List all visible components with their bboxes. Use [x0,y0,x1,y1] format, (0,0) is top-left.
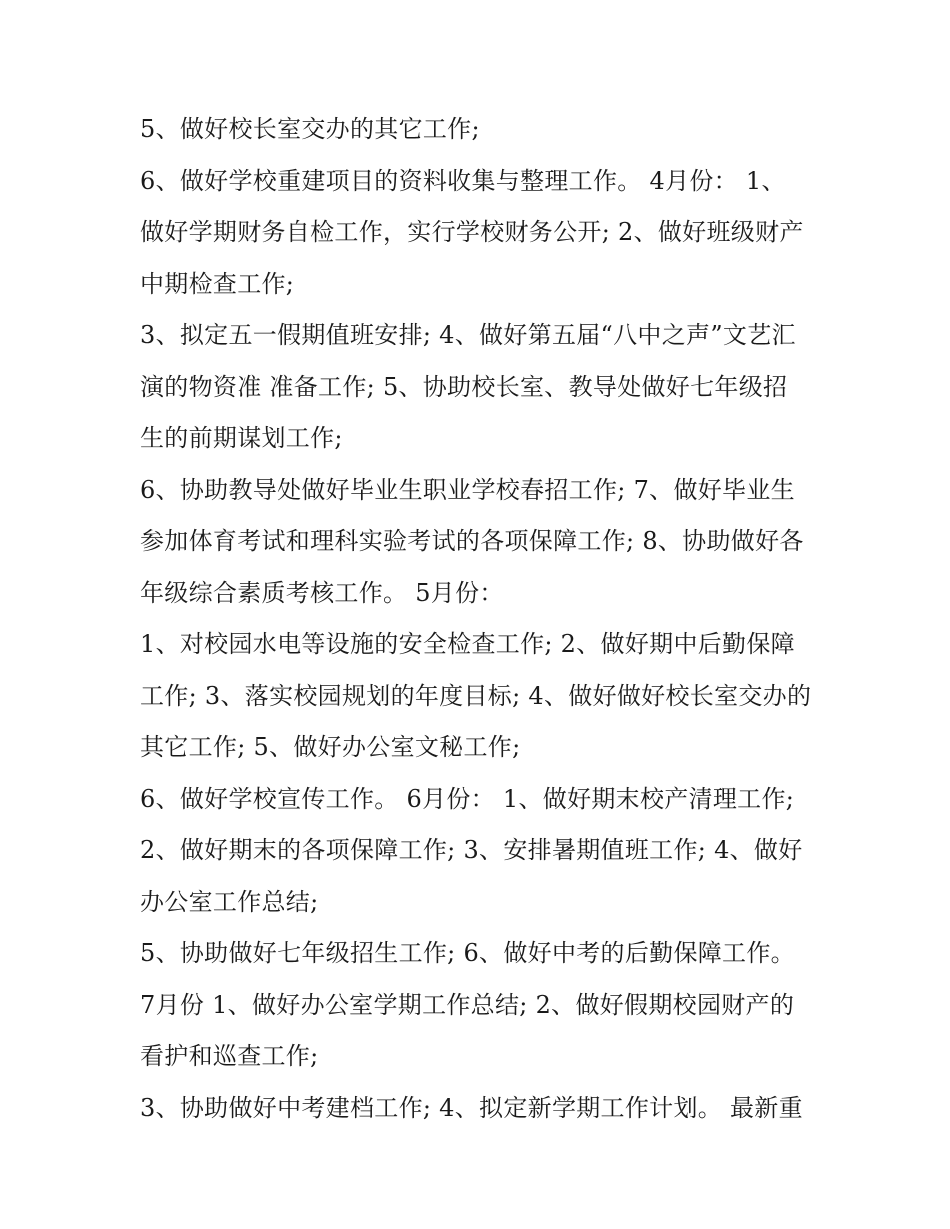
text-line: 5、做好校长室交办的其它工作; [140,115,480,143]
text-line: 3、协助做好中考建档工作; 4、拟定新学期工作计划。 最新重 [140,1093,803,1122]
text-line: 工作; 3、落实校园规划的年度目标; 4、做好做好校长室交办的 [140,681,812,710]
text-line: 7月份 1、做好办公室学期工作总结; 2、做好假期校园财产的 [140,990,795,1019]
document-body [140,104,820,1134]
text-line: 2、做好期末的各项保障工作; 3、安排暑期值班工作; 4、做好 [140,836,803,864]
text-line: 参加体育考试和理科实验考试的各项保障工作; 8、协助做好各 [140,527,804,555]
text-line: 中期检查工作; [140,269,295,298]
text-line: 看护和巡查工作; [140,1042,319,1070]
text-line: 1、对校园水电等设施的安全检查工作; 2、做好期中后勤保障 [140,630,795,658]
text-line: 3、拟定五一假期值班安排; 4、做好第五届“八中之声”文艺汇 [140,321,796,349]
text-line: 年级综合素质考核工作。 5月份： [140,578,504,607]
text-line: 6、做好学校重建项目的资料收集与整理工作。 4月份： 1、 [140,166,786,195]
text-line: 生的前期谋划工作; [140,424,343,452]
text-line: 6、协助教导处做好毕业生职业学校春招工作; 7、做好毕业生 [140,475,795,504]
text-line: 其它工作; 5、做好办公室文秘工作; [140,733,521,761]
text-line: 做好学期财务自检工作，实行学校财务公开; 2、做好班级财产 [140,218,804,246]
text-line: 6、做好学校宣传工作。 6月份： 1、做好期末校产清理工作; [140,784,795,813]
text-line: 演的物资准 准备工作; 5、协助校长室、教导处做好七年级招 [140,372,788,401]
text-line: 办公室工作总结; [140,887,319,916]
text-line: 5、协助做好七年级招生工作; 6、做好中考的后勤保障工作。 [140,939,795,967]
